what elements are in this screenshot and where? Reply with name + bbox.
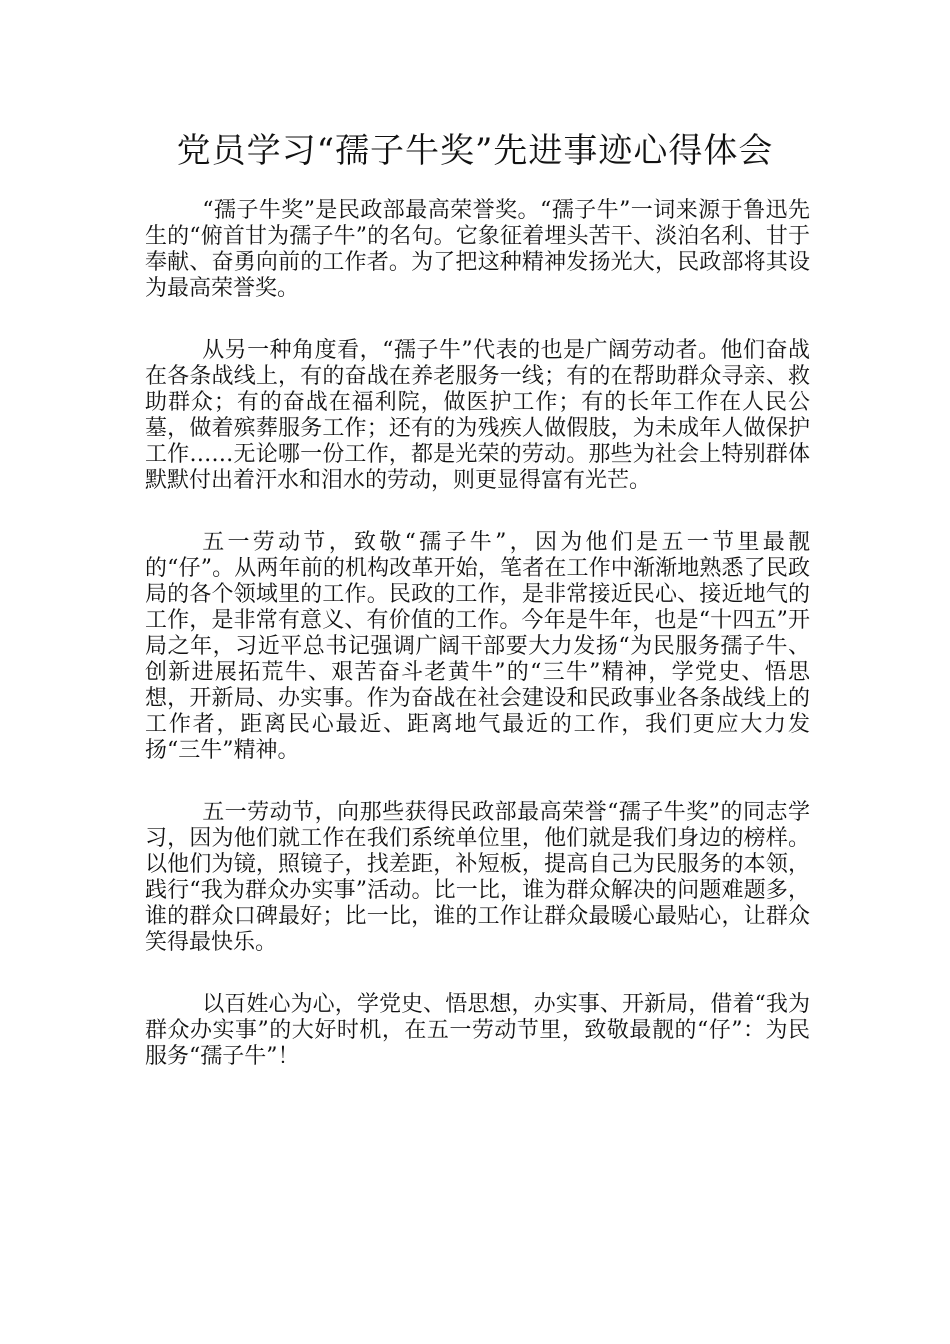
paragraph-4: 五一劳动节，向那些获得民政部最高荣誉“孺子牛奖”的同志学习，因为他们就工作在我们系统单位里，他们就是我们身边的榜样。以他们为镜，照镜子，找差距，补短板，提高自己为民服务的本领，践行“我为群众办实事”活动。比一比，谁为群众解决的问题难题多，谁的群众口碑最好；比一比，谁的工作让群众最暖心最贴心，让群众笑得最快乐。 [145, 800, 810, 955]
paragraph-1: “孺子牛奖”是民政部最高荣誉奖。“孺子牛”一词来源于鲁迅先生的“俯首甘为孺子牛”的名句。它象征着埋头苦干、淡泊名利、甘于奉献、奋勇向前的工作者。为了把这种精神发扬光大，民政部将其设为最高荣誉奖。 [145, 198, 810, 301]
paragraph-3: 五一劳动节，致敬“孺子牛”，因为他们是五一节里最靓的“仔”。从两年前的机构改革开始，笔者在工作中渐渐地熟悉了民政局的各个领域里的工作。民政的工作，是非常接近民心、接近地气的工作，是非常有意义、有价值的工作。今年是牛年，也是“十四五”开局之年，习近平总书记强调广阔干部要大力发扬“为民服务孺子牛、创新进展拓荒牛、艰苦奋斗老黄牛”的“三牛”精神，学党史、悟思想，开新局、办实事。作为奋战在社会建设和民政事业各条战线上的工作者，距离民心最近、距离地气最近的工作，我们更应大力发扬“三牛”精神。 [145, 530, 810, 763]
paragraph-2: 从另一种角度看，“孺子牛”代表的也是广阔劳动者。他们奋战在各条战线上，有的奋战在养老服务一线；有的在帮助群众寻亲、救助群众；有的奋战在福利院，做医护工作；有的长年工作在人民公墓，做着殡葬服务工作；还有的为残疾人做假肢，为未成年人做保护工作……无论哪一份工作，都是光荣的劳动。那些为社会上特别群体默默付出着汗水和泪水的劳动，则更显得富有光芒。 [145, 338, 810, 493]
paragraph-5: 以百姓心为心，学党史、悟思想，办实事、开新局，借着“我为群众办实事”的大好时机，在五一劳动节里，致敬最靓的“仔”：为民服务“孺子牛”！ [145, 992, 810, 1069]
document-title: 党员学习“孺子牛奖”先进事迹心得体会 [176, 131, 774, 171]
document-body [145, 198, 810, 1106]
